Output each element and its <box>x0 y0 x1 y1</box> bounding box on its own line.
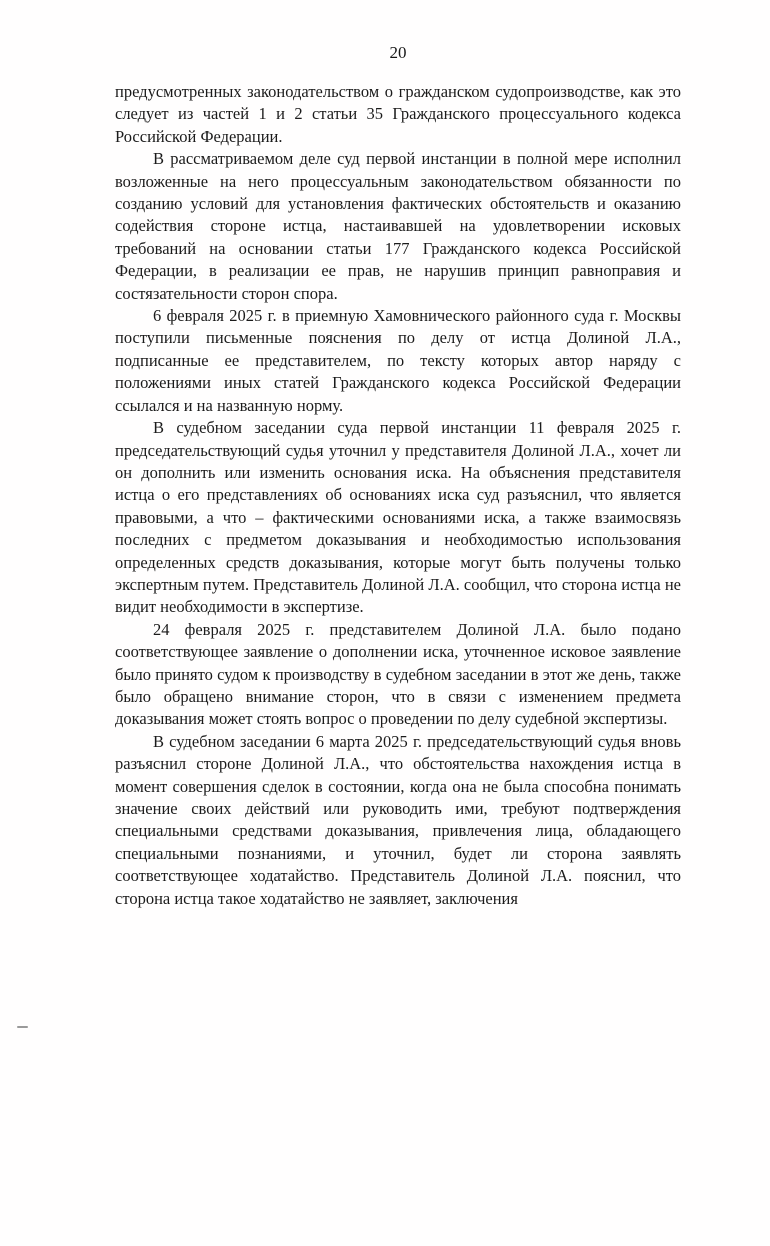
scan-artifact-dash <box>17 1026 28 1028</box>
document-body <box>115 81 681 910</box>
paragraph-feb-6-filing: 6 февраля 2025 г. в приемную Хамовнического районного суда г. Москвы поступили письменные пояснения по делу от истца Долиной Л.А., подписанные ее представителем, по тексту которых автор наряду с положениями иных статей Гражданского кодекса Российской Федерации ссылался и на названную норму. <box>115 306 681 415</box>
paragraph-continuation: предусмотренных законодательством о гражданском судопроизводстве, как это следует из частей 1 и 2 статьи 35 Гражданского процессуального кодекса Российской Федерации. <box>115 82 681 146</box>
page-number: 20 <box>389 43 407 62</box>
paragraph-court-duties: В рассматриваемом деле суд первой инстанции в полной мере исполнил возложенные на него процессуальным законодательством обязанности по созданию условий для установления фактических обстоятельств и оказанию содействия стороне истца, настаивавшей на удовлетворении исковых требований на основании статьи 177 Гражданского кодекса Российской Федерации, в реализации ее прав, не нарушив принцип равноправия и состязательности сторон спора. <box>115 149 681 303</box>
paragraph-feb-24-motion: 24 февраля 2025 г. представителем Долиной Л.А. было подано соответствующее заявление о дополнении иска, уточненное исковое заявление было принято судом к производству в судебном заседании в этот же день, также было обращено внимание сторон, что в связи с изменением предмета доказывания может стоять вопрос о проведении по делу судебной экспертизы. <box>115 619 681 729</box>
paragraph-feb-11-hearing: В судебном заседании суда первой инстанции 11 февраля 2025 г. председательствующий судья уточнил у представителя Долиной Л.А., хочет ли он дополнить или изменить основания иска. На объяснения представителя истца о его представлениях об основаниях иска суд разъяснил, что является правовыми, а что – фактическими основаниями иска, а также взаимосвязь последних с предметом доказывания и необходимостью использования определенных средств доказывания, которые могут быть получены только экспертным путем. Представитель Долиной Л.А. сообщил, что сторона истца не видит необходимости в экспертизе. <box>115 418 681 617</box>
paragraph-mar-6-hearing: В судебном заседании 6 марта 2025 г. председательствующий судья вновь разъяснил стороне Долиной Л.А., что обстоятельства нахождения истца в момент совершения сделок в состоянии, когда она не была способна понимать значение своих действий или руководить ими, требуют подтверждения специальными средствами доказывания, привлечения лица, обладающего специальными познаниями, и уточнил, будет ли сторона заявлять соответствующее ходатайство. Представитель Долиной Л.А. пояснил, что сторона истца такое ходатайство не заявляет, заключения <box>115 731 681 908</box>
